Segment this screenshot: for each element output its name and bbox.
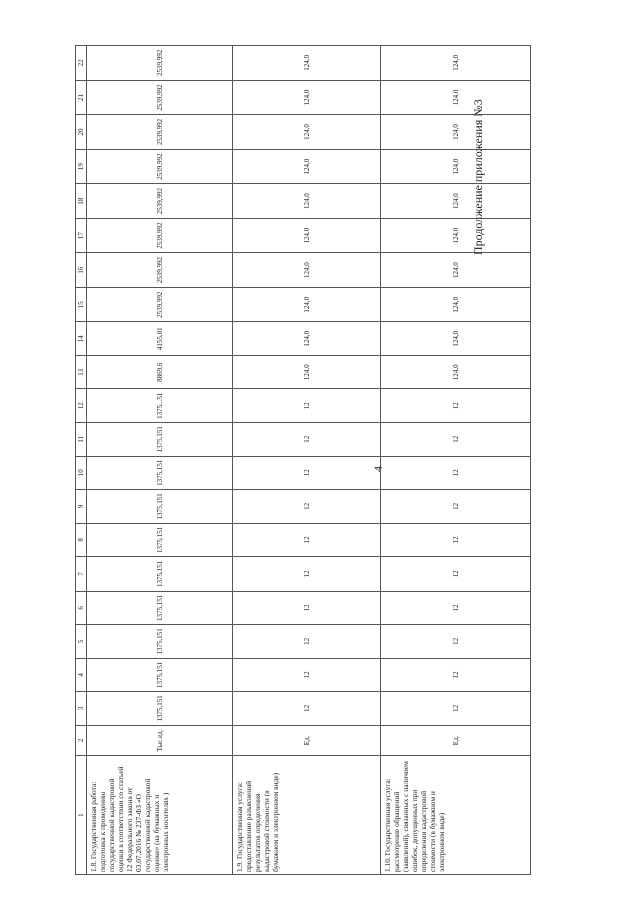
- value-cell: 1375,151: [87, 591, 233, 625]
- value-cell: 124,0: [233, 287, 381, 322]
- column-number: 10: [76, 456, 87, 490]
- column-number: 15: [76, 287, 87, 322]
- value-cell: 12: [381, 523, 531, 557]
- value-cell: 124,0: [381, 287, 531, 322]
- column-number: 20: [76, 115, 87, 150]
- column-number-row: [76, 46, 87, 875]
- column-number: 16: [76, 253, 87, 288]
- value-cell: 1375,151: [87, 658, 233, 692]
- value-cell: 12: [381, 490, 531, 524]
- rotated-page: [75, 45, 530, 875]
- value-cell: 12: [233, 490, 381, 524]
- column-number: 2: [76, 725, 87, 755]
- column-number: 14: [76, 322, 87, 356]
- column-number: 17: [76, 218, 87, 253]
- value-cell: 12: [381, 423, 531, 457]
- value-cell: 12: [381, 658, 531, 692]
- value-cell: 12: [233, 557, 381, 592]
- table-row: [233, 46, 381, 875]
- value-cell: 2539,992: [87, 253, 233, 288]
- column-number: 11: [76, 423, 87, 457]
- value-cell: 1375,151: [87, 490, 233, 524]
- column-number: 9: [76, 490, 87, 524]
- value-cell: 124,0: [233, 218, 381, 253]
- value-cell: 2539,992: [87, 80, 233, 115]
- value-cell: 124,0: [233, 253, 381, 288]
- value-cell: 124,0: [233, 184, 381, 219]
- value-cell: 12: [381, 456, 531, 490]
- appendix-caption: Продолжение приложения №3: [471, 99, 485, 255]
- value-cell: 12: [381, 557, 531, 592]
- value-cell: 124,0: [233, 149, 381, 184]
- column-number: 4: [76, 658, 87, 692]
- column-number: 22: [76, 46, 87, 81]
- value-cell: 124,0: [381, 184, 531, 219]
- value-cell: 12: [381, 692, 531, 726]
- value-cell: 12: [381, 389, 531, 423]
- value-cell: 2539,992: [87, 115, 233, 150]
- value-cell: 124,0: [381, 322, 531, 356]
- value-cell: 12: [233, 591, 381, 625]
- value-cell: 2539,992: [87, 46, 233, 81]
- value-cell: 1375,151: [87, 557, 233, 592]
- value-cell: 1375,151: [87, 625, 233, 659]
- value-cell: 12: [381, 591, 531, 625]
- value-cell: 124,0: [233, 115, 381, 150]
- row-unit: Тыс.ед.: [87, 725, 233, 755]
- value-cell: 124,0: [381, 149, 531, 184]
- value-cell: 124,0: [381, 115, 531, 150]
- column-number: 8: [76, 523, 87, 557]
- value-cell: 1375,151: [87, 523, 233, 557]
- value-cell: 4155,01: [87, 322, 233, 356]
- column-number: 1: [76, 756, 87, 875]
- table-row: [381, 46, 531, 875]
- value-cell: 1375,151: [87, 423, 233, 457]
- value-cell: 1375,151: [87, 456, 233, 490]
- value-cell: 12: [233, 692, 381, 726]
- value-cell: 124,0: [381, 80, 531, 115]
- column-number: 13: [76, 355, 87, 389]
- column-number: 6: [76, 591, 87, 625]
- value-cell: 12: [233, 456, 381, 490]
- value-cell: 12: [233, 423, 381, 457]
- row-unit: Ед.: [381, 725, 531, 755]
- budget-table: [75, 45, 531, 875]
- page-number: 4: [371, 466, 385, 472]
- value-cell: 124,0: [381, 253, 531, 288]
- value-cell: 124,0: [233, 46, 381, 81]
- value-cell: 12: [233, 658, 381, 692]
- table-row: [87, 46, 233, 875]
- row-description: 1.9. Государственная услуга: предоставление разъяснений результатов определения кадастровой стоимости (в бумажном и электронном виде): [233, 756, 381, 875]
- value-cell: 1375,151: [87, 692, 233, 726]
- value-cell: 124,0: [381, 218, 531, 253]
- value-cell: 12: [233, 523, 381, 557]
- column-number: 3: [76, 692, 87, 726]
- value-cell: 2539,992: [87, 287, 233, 322]
- column-number: 5: [76, 625, 87, 659]
- value-cell: 124,0: [381, 355, 531, 389]
- value-cell: 12: [381, 625, 531, 659]
- row-description: 1.8. Государственная работа: подготовка к проведению государственной кадастровой оценки в соответствии со статьей 12 Федерального закона от 03.07.2016 № 237-ФЗ «О государственной кадастровой оценке» (на бумажных и электронных носителях ): [87, 756, 233, 875]
- value-cell: 2539,992: [87, 184, 233, 219]
- column-number: 21: [76, 80, 87, 115]
- value-cell: 124,0: [233, 322, 381, 356]
- value-cell: 8869,6: [87, 355, 233, 389]
- value-cell: 12: [233, 389, 381, 423]
- column-number: 12: [76, 389, 87, 423]
- value-cell: 1375,..51: [87, 389, 233, 423]
- value-cell: 2539,992: [87, 149, 233, 184]
- value-cell: 124,0: [381, 46, 531, 81]
- row-unit: Ед.: [233, 725, 381, 755]
- value-cell: 124,0: [233, 355, 381, 389]
- column-number: 19: [76, 149, 87, 184]
- row-description: 1.10. Государственная услуга: рассмотрение обращений (заявлений), связанных с наличием ошибок, допущенных при определении кадастровой стоимости (в бумажном и электронном виде): [381, 756, 531, 875]
- column-number: 18: [76, 184, 87, 219]
- column-number: 7: [76, 557, 87, 592]
- value-cell: 124,0: [233, 80, 381, 115]
- value-cell: 12: [233, 625, 381, 659]
- value-cell: 2539,992: [87, 218, 233, 253]
